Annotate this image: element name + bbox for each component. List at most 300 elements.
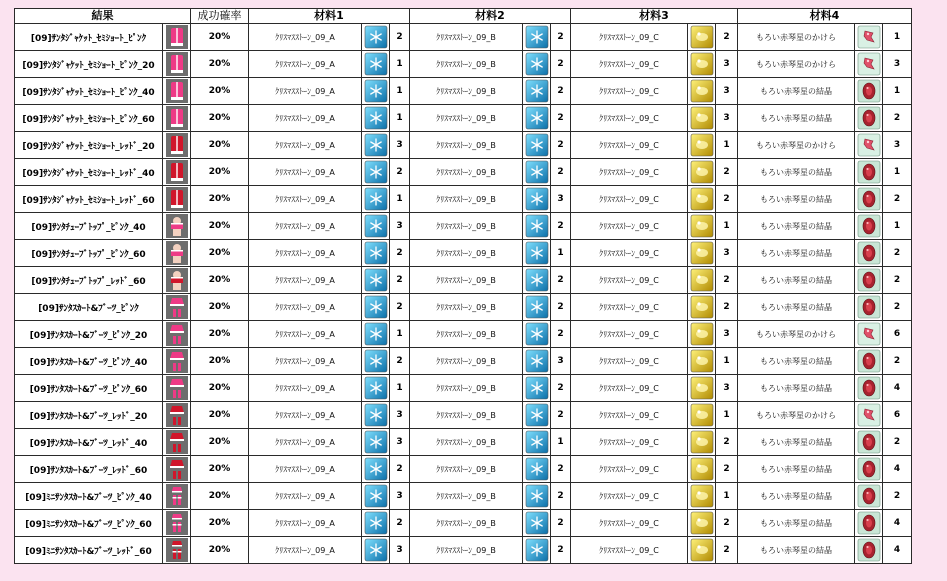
christmas-stone-a-icon xyxy=(364,79,388,103)
material-2-name: ｸﾘｽﾏｽｽﾄｰﾝ_09_B xyxy=(410,132,523,159)
material-1-qty: 1 xyxy=(390,375,410,402)
success-rate: 20% xyxy=(191,429,249,456)
material-4-qty: 2 xyxy=(883,267,912,294)
material-3-name: ｸﾘｽﾏｽｽﾄｰﾝ_09_C xyxy=(571,105,688,132)
success-rate: 20% xyxy=(191,456,249,483)
material-3-qty: 2 xyxy=(716,456,738,483)
skirt-red-outfit-icon xyxy=(166,403,188,427)
tube-pink-outfit-icon xyxy=(166,241,188,265)
result-name: [09]ｻﾝﾀｽｶｰﾄ&ﾌﾞｰﾂ_ﾚｯﾄﾞ_40 xyxy=(15,429,163,456)
material-2-qty: 3 xyxy=(551,186,571,213)
material-2-qty: 2 xyxy=(551,213,571,240)
jacket-red-outfit-icon xyxy=(166,160,188,184)
material-2-name: ｸﾘｽﾏｽｽﾄｰﾝ_09_B xyxy=(410,483,523,510)
table-row xyxy=(15,78,912,105)
skirt-pink-outfit-icon xyxy=(166,295,188,319)
material-4-qty: 1 xyxy=(883,24,912,51)
christmas-stone-c-icon xyxy=(690,241,714,265)
result-name: [09]ｻﾝﾀﾁｭｰﾌﾞﾄｯﾌﾟ_ﾋﾟﾝｸ_40 xyxy=(15,213,163,240)
success-rate: 20% xyxy=(191,294,249,321)
material-2-qty: 2 xyxy=(551,51,571,78)
material-3-name: ｸﾘｽﾏｽｽﾄｰﾝ_09_C xyxy=(571,348,688,375)
recipe-table-container xyxy=(14,8,911,564)
christmas-stone-b-icon xyxy=(525,133,549,157)
material-3-name: ｸﾘｽﾏｽｽﾄｰﾝ_09_C xyxy=(571,537,688,564)
material-4-qty: 1 xyxy=(883,159,912,186)
material-3-name: ｸﾘｽﾏｽｽﾄｰﾝ_09_C xyxy=(571,375,688,402)
material-3-name: ｸﾘｽﾏｽｽﾄｰﾝ_09_C xyxy=(571,213,688,240)
result-name: [09]ｻﾝﾀｽｶｰﾄ&ﾌﾞｰﾂ_ﾋﾟﾝｸ_20 xyxy=(15,321,163,348)
material-3-qty: 2 xyxy=(716,429,738,456)
christmas-stone-b-icon xyxy=(525,52,549,76)
material-1-name: ｸﾘｽﾏｽｽﾄｰﾝ_09_A xyxy=(249,456,362,483)
material-3-name: ｸﾘｽﾏｽｽﾄｰﾝ_09_C xyxy=(571,240,688,267)
christmas-stone-b-icon xyxy=(525,538,549,562)
material-1-qty: 2 xyxy=(390,159,410,186)
header-material-3: 材料3 xyxy=(571,9,738,24)
result-name: [09]ｻﾝﾀｼﾞｬｹｯﾄ_ｾﾐｼｮｰﾄ_ﾋﾟﾝｸ_60 xyxy=(15,105,163,132)
success-rate: 20% xyxy=(191,51,249,78)
material-4-qty: 6 xyxy=(883,321,912,348)
red-star-fragment-icon xyxy=(857,52,881,76)
material-2-name: ｸﾘｽﾏｽｽﾄｰﾝ_09_B xyxy=(410,510,523,537)
table-row xyxy=(15,132,912,159)
material-2-qty: 2 xyxy=(551,159,571,186)
material-1-qty: 2 xyxy=(390,294,410,321)
jacket-red-outfit-icon xyxy=(166,133,188,157)
table-row xyxy=(15,429,912,456)
material-3-qty: 2 xyxy=(716,24,738,51)
material-3-qty: 3 xyxy=(716,78,738,105)
christmas-stone-c-icon xyxy=(690,511,714,535)
success-rate: 20% xyxy=(191,321,249,348)
result-name: [09]ｻﾝﾀﾁｭｰﾌﾞﾄｯﾌﾟ_ﾚｯﾄﾞ_60 xyxy=(15,267,163,294)
christmas-stone-b-icon xyxy=(525,430,549,454)
material-2-qty: 2 xyxy=(551,132,571,159)
material-4-qty: 2 xyxy=(883,429,912,456)
material-1-qty: 2 xyxy=(390,348,410,375)
material-2-name: ｸﾘｽﾏｽｽﾄｰﾝ_09_B xyxy=(410,456,523,483)
christmas-stone-c-icon xyxy=(690,322,714,346)
christmas-stone-b-icon xyxy=(525,376,549,400)
skirt-red-outfit-icon xyxy=(166,430,188,454)
red-star-crystal-icon xyxy=(857,457,881,481)
christmas-stone-c-icon xyxy=(690,403,714,427)
material-3-qty: 2 xyxy=(716,537,738,564)
christmas-stone-b-icon xyxy=(525,187,549,211)
material-4-name: もろい赤琴星の結晶 xyxy=(738,510,855,537)
jacket-pink-outfit-icon xyxy=(166,106,188,130)
material-2-qty: 2 xyxy=(551,24,571,51)
material-3-name: ｸﾘｽﾏｽｽﾄｰﾝ_09_C xyxy=(571,510,688,537)
red-star-crystal-icon xyxy=(857,79,881,103)
result-name: [09]ｻﾝﾀｼﾞｬｹｯﾄ_ｾﾐｼｮｰﾄ_ﾋﾟﾝｸ_20 xyxy=(15,51,163,78)
material-3-name: ｸﾘｽﾏｽｽﾄｰﾝ_09_C xyxy=(571,402,688,429)
mini-pink-outfit-icon xyxy=(166,511,188,535)
material-2-name: ｸﾘｽﾏｽｽﾄｰﾝ_09_B xyxy=(410,105,523,132)
material-2-qty: 2 xyxy=(551,294,571,321)
christmas-stone-b-icon xyxy=(525,457,549,481)
result-name: [09]ｻﾝﾀｽｶｰﾄ&ﾌﾞｰﾂ_ﾋﾟﾝｸ xyxy=(15,294,163,321)
red-star-crystal-icon xyxy=(857,484,881,508)
material-3-name: ｸﾘｽﾏｽｽﾄｰﾝ_09_C xyxy=(571,429,688,456)
material-3-name: ｸﾘｽﾏｽｽﾄｰﾝ_09_C xyxy=(571,321,688,348)
header-material-1: 材料1 xyxy=(249,9,410,24)
material-4-name: もろい赤琴星の結晶 xyxy=(738,483,855,510)
material-2-qty: 2 xyxy=(551,537,571,564)
material-2-qty: 2 xyxy=(551,375,571,402)
result-name: [09]ｻﾝﾀｽｶｰﾄ&ﾌﾞｰﾂ_ﾚｯﾄﾞ_20 xyxy=(15,402,163,429)
material-3-qty: 2 xyxy=(716,510,738,537)
christmas-stone-c-icon xyxy=(690,457,714,481)
material-4-name: もろい赤琴星の結晶 xyxy=(738,537,855,564)
material-4-name: もろい赤琴星のかけら xyxy=(738,132,855,159)
christmas-stone-c-icon xyxy=(690,268,714,292)
material-4-qty: 2 xyxy=(883,105,912,132)
material-2-name: ｸﾘｽﾏｽｽﾄｰﾝ_09_B xyxy=(410,348,523,375)
table-row xyxy=(15,483,912,510)
christmas-stone-b-icon xyxy=(525,214,549,238)
material-2-qty: 1 xyxy=(551,429,571,456)
material-3-name: ｸﾘｽﾏｽｽﾄｰﾝ_09_C xyxy=(571,267,688,294)
success-rate: 20% xyxy=(191,132,249,159)
material-1-qty: 3 xyxy=(390,402,410,429)
table-row xyxy=(15,105,912,132)
tube-pink-outfit-icon xyxy=(166,214,188,238)
christmas-stone-c-icon xyxy=(690,538,714,562)
material-4-name: もろい赤琴星の結晶 xyxy=(738,240,855,267)
christmas-stone-c-icon xyxy=(690,133,714,157)
material-2-qty: 2 xyxy=(551,321,571,348)
material-4-qty: 2 xyxy=(883,348,912,375)
material-4-qty: 3 xyxy=(883,132,912,159)
material-1-name: ｸﾘｽﾏｽｽﾄｰﾝ_09_A xyxy=(249,132,362,159)
material-3-qty: 3 xyxy=(716,51,738,78)
christmas-stone-c-icon xyxy=(690,25,714,49)
table-row xyxy=(15,537,912,564)
material-1-name: ｸﾘｽﾏｽｽﾄｰﾝ_09_A xyxy=(249,294,362,321)
result-name: [09]ﾐﾆｻﾝﾀｽｶｰﾄ&ﾌﾞｰﾂ_ﾋﾟﾝｸ_60 xyxy=(15,510,163,537)
red-star-fragment-icon xyxy=(857,403,881,427)
jacket-pink-outfit-icon xyxy=(166,52,188,76)
christmas-stone-a-icon xyxy=(364,160,388,184)
header-material-4: 材料4 xyxy=(738,9,912,24)
material-2-qty: 2 xyxy=(551,105,571,132)
material-2-name: ｸﾘｽﾏｽｽﾄｰﾝ_09_B xyxy=(410,24,523,51)
christmas-stone-b-icon xyxy=(525,403,549,427)
material-3-name: ｸﾘｽﾏｽｽﾄｰﾝ_09_C xyxy=(571,483,688,510)
material-4-qty: 4 xyxy=(883,537,912,564)
material-3-name: ｸﾘｽﾏｽｽﾄｰﾝ_09_C xyxy=(571,186,688,213)
material-1-qty: 1 xyxy=(390,51,410,78)
material-4-name: もろい赤琴星の結晶 xyxy=(738,159,855,186)
material-1-name: ｸﾘｽﾏｽｽﾄｰﾝ_09_A xyxy=(249,510,362,537)
material-1-name: ｸﾘｽﾏｽｽﾄｰﾝ_09_A xyxy=(249,375,362,402)
material-4-name: もろい赤琴星の結晶 xyxy=(738,267,855,294)
mini-red-outfit-icon xyxy=(166,538,188,562)
material-1-name: ｸﾘｽﾏｽｽﾄｰﾝ_09_A xyxy=(249,186,362,213)
success-rate: 20% xyxy=(191,267,249,294)
skirt-pink-outfit-icon xyxy=(166,349,188,373)
material-1-qty: 1 xyxy=(390,78,410,105)
success-rate: 20% xyxy=(191,78,249,105)
material-2-name: ｸﾘｽﾏｽｽﾄｰﾝ_09_B xyxy=(410,240,523,267)
header-row xyxy=(15,9,912,24)
result-name: [09]ｻﾝﾀｽｶｰﾄ&ﾌﾞｰﾂ_ﾋﾟﾝｸ_60 xyxy=(15,375,163,402)
result-name: [09]ｻﾝﾀｼﾞｬｹｯﾄ_ｾﾐｼｮｰﾄ_ﾚｯﾄﾞ_40 xyxy=(15,159,163,186)
success-rate: 20% xyxy=(191,24,249,51)
christmas-stone-a-icon xyxy=(364,106,388,130)
christmas-stone-b-icon xyxy=(525,511,549,535)
success-rate: 20% xyxy=(191,348,249,375)
material-4-name: もろい赤琴星のかけら xyxy=(738,51,855,78)
red-star-crystal-icon xyxy=(857,187,881,211)
table-row xyxy=(15,186,912,213)
material-3-qty: 2 xyxy=(716,267,738,294)
table-row xyxy=(15,375,912,402)
jacket-red-outfit-icon xyxy=(166,187,188,211)
material-3-qty: 1 xyxy=(716,483,738,510)
material-4-qty: 2 xyxy=(883,294,912,321)
christmas-stone-c-icon xyxy=(690,349,714,373)
material-4-name: もろい赤琴星の結晶 xyxy=(738,429,855,456)
red-star-fragment-icon xyxy=(857,133,881,157)
material-4-name: もろい赤琴星の結晶 xyxy=(738,186,855,213)
material-1-qty: 3 xyxy=(390,483,410,510)
material-2-name: ｸﾘｽﾏｽｽﾄｰﾝ_09_B xyxy=(410,402,523,429)
christmas-stone-b-icon xyxy=(525,79,549,103)
material-2-name: ｸﾘｽﾏｽｽﾄｰﾝ_09_B xyxy=(410,537,523,564)
material-4-name: もろい赤琴星の結晶 xyxy=(738,105,855,132)
table-row xyxy=(15,321,912,348)
christmas-stone-b-icon xyxy=(525,484,549,508)
material-2-name: ｸﾘｽﾏｽｽﾄｰﾝ_09_B xyxy=(410,429,523,456)
christmas-stone-a-icon xyxy=(364,376,388,400)
christmas-stone-a-icon xyxy=(364,403,388,427)
christmas-stone-c-icon xyxy=(690,295,714,319)
material-3-qty: 3 xyxy=(716,375,738,402)
christmas-stone-c-icon xyxy=(690,79,714,103)
red-star-fragment-icon xyxy=(857,322,881,346)
jacket-pink-outfit-icon xyxy=(166,79,188,103)
material-4-name: もろい赤琴星のかけら xyxy=(738,321,855,348)
material-1-name: ｸﾘｽﾏｽｽﾄｰﾝ_09_A xyxy=(249,537,362,564)
christmas-stone-c-icon xyxy=(690,187,714,211)
result-name: [09]ｻﾝﾀｼﾞｬｹｯﾄ_ｾﾐｼｮｰﾄ_ﾚｯﾄﾞ_20 xyxy=(15,132,163,159)
material-3-qty: 2 xyxy=(716,186,738,213)
material-3-name: ｸﾘｽﾏｽｽﾄｰﾝ_09_C xyxy=(571,24,688,51)
material-4-qty: 4 xyxy=(883,510,912,537)
material-1-name: ｸﾘｽﾏｽｽﾄｰﾝ_09_A xyxy=(249,51,362,78)
success-rate: 20% xyxy=(191,537,249,564)
christmas-stone-a-icon xyxy=(364,133,388,157)
christmas-stone-a-icon xyxy=(364,187,388,211)
material-4-qty: 2 xyxy=(883,186,912,213)
success-rate: 20% xyxy=(191,510,249,537)
christmas-stone-c-icon xyxy=(690,376,714,400)
material-1-name: ｸﾘｽﾏｽｽﾄｰﾝ_09_A xyxy=(249,78,362,105)
christmas-stone-a-icon xyxy=(364,538,388,562)
material-3-qty: 2 xyxy=(716,294,738,321)
material-1-name: ｸﾘｽﾏｽｽﾄｰﾝ_09_A xyxy=(249,24,362,51)
header-rate: 成功確率 xyxy=(191,9,249,24)
material-4-name: もろい赤琴星の結晶 xyxy=(738,375,855,402)
material-2-name: ｸﾘｽﾏｽｽﾄｰﾝ_09_B xyxy=(410,294,523,321)
christmas-stone-a-icon xyxy=(364,295,388,319)
table-row xyxy=(15,294,912,321)
material-2-name: ｸﾘｽﾏｽｽﾄｰﾝ_09_B xyxy=(410,375,523,402)
material-1-name: ｸﾘｽﾏｽｽﾄｰﾝ_09_A xyxy=(249,483,362,510)
header-material-2: 材料2 xyxy=(410,9,571,24)
christmas-stone-a-icon xyxy=(364,457,388,481)
red-star-crystal-icon xyxy=(857,376,881,400)
red-star-crystal-icon xyxy=(857,160,881,184)
material-1-name: ｸﾘｽﾏｽｽﾄｰﾝ_09_A xyxy=(249,321,362,348)
material-4-qty: 2 xyxy=(883,240,912,267)
material-3-name: ｸﾘｽﾏｽｽﾄｰﾝ_09_C xyxy=(571,294,688,321)
material-2-name: ｸﾘｽﾏｽｽﾄｰﾝ_09_B xyxy=(410,159,523,186)
christmas-stone-a-icon xyxy=(364,484,388,508)
material-2-qty: 2 xyxy=(551,402,571,429)
material-1-name: ｸﾘｽﾏｽｽﾄｰﾝ_09_A xyxy=(249,213,362,240)
material-1-name: ｸﾘｽﾏｽｽﾄｰﾝ_09_A xyxy=(249,402,362,429)
christmas-stone-a-icon xyxy=(364,349,388,373)
header-result: 結果 xyxy=(15,9,191,24)
material-4-qty: 1 xyxy=(883,78,912,105)
material-4-name: もろい赤琴星の結晶 xyxy=(738,456,855,483)
christmas-stone-c-icon xyxy=(690,430,714,454)
material-3-qty: 1 xyxy=(716,348,738,375)
material-2-name: ｸﾘｽﾏｽｽﾄｰﾝ_09_B xyxy=(410,213,523,240)
recipe-table xyxy=(14,8,912,564)
red-star-crystal-icon xyxy=(857,538,881,562)
material-1-qty: 2 xyxy=(390,267,410,294)
material-1-name: ｸﾘｽﾏｽｽﾄｰﾝ_09_A xyxy=(249,240,362,267)
material-4-qty: 2 xyxy=(883,483,912,510)
material-3-qty: 3 xyxy=(716,105,738,132)
christmas-stone-b-icon xyxy=(525,268,549,292)
recipe-rows xyxy=(15,24,912,564)
material-3-name: ｸﾘｽﾏｽｽﾄｰﾝ_09_C xyxy=(571,51,688,78)
christmas-stone-a-icon xyxy=(364,25,388,49)
christmas-stone-c-icon xyxy=(690,214,714,238)
material-2-name: ｸﾘｽﾏｽｽﾄｰﾝ_09_B xyxy=(410,267,523,294)
material-4-name: もろい赤琴星のかけら xyxy=(738,402,855,429)
success-rate: 20% xyxy=(191,105,249,132)
red-star-crystal-icon xyxy=(857,241,881,265)
material-2-name: ｸﾘｽﾏｽｽﾄｰﾝ_09_B xyxy=(410,78,523,105)
material-1-qty: 2 xyxy=(390,240,410,267)
table-row xyxy=(15,213,912,240)
material-2-qty: 2 xyxy=(551,78,571,105)
material-2-qty: 1 xyxy=(551,240,571,267)
material-1-qty: 1 xyxy=(390,186,410,213)
material-3-qty: 1 xyxy=(716,213,738,240)
material-2-name: ｸﾘｽﾏｽｽﾄｰﾝ_09_B xyxy=(410,51,523,78)
table-row xyxy=(15,240,912,267)
result-name: [09]ｻﾝﾀｽｶｰﾄ&ﾌﾞｰﾂ_ﾋﾟﾝｸ_40 xyxy=(15,348,163,375)
result-name: [09]ﾐﾆｻﾝﾀｽｶｰﾄ&ﾌﾞｰﾂ_ﾚｯﾄﾞ_60 xyxy=(15,537,163,564)
result-name: [09]ｻﾝﾀｼﾞｬｹｯﾄ_ｾﾐｼｮｰﾄ_ﾋﾟﾝｸ xyxy=(15,24,163,51)
material-1-qty: 3 xyxy=(390,213,410,240)
skirt-pink-outfit-icon xyxy=(166,376,188,400)
material-3-name: ｸﾘｽﾏｽｽﾄｰﾝ_09_C xyxy=(571,456,688,483)
material-2-qty: 2 xyxy=(551,456,571,483)
material-2-name: ｸﾘｽﾏｽｽﾄｰﾝ_09_B xyxy=(410,186,523,213)
material-2-qty: 3 xyxy=(551,348,571,375)
red-star-crystal-icon xyxy=(857,268,881,292)
red-star-crystal-icon xyxy=(857,214,881,238)
material-1-name: ｸﾘｽﾏｽｽﾄｰﾝ_09_A xyxy=(249,159,362,186)
christmas-stone-b-icon xyxy=(525,106,549,130)
table-row xyxy=(15,510,912,537)
mini-pink-outfit-icon xyxy=(166,484,188,508)
material-1-qty: 3 xyxy=(390,429,410,456)
material-3-qty: 2 xyxy=(716,159,738,186)
material-1-qty: 2 xyxy=(390,510,410,537)
material-3-qty: 3 xyxy=(716,321,738,348)
material-4-qty: 4 xyxy=(883,375,912,402)
material-2-qty: 2 xyxy=(551,510,571,537)
christmas-stone-a-icon xyxy=(364,511,388,535)
christmas-stone-a-icon xyxy=(364,268,388,292)
red-star-crystal-icon xyxy=(857,106,881,130)
christmas-stone-b-icon xyxy=(525,349,549,373)
material-1-name: ｸﾘｽﾏｽｽﾄｰﾝ_09_A xyxy=(249,267,362,294)
christmas-stone-c-icon xyxy=(690,160,714,184)
material-2-qty: 2 xyxy=(551,483,571,510)
christmas-stone-b-icon xyxy=(525,295,549,319)
christmas-stone-a-icon xyxy=(364,241,388,265)
christmas-stone-c-icon xyxy=(690,106,714,130)
red-star-crystal-icon xyxy=(857,430,881,454)
christmas-stone-b-icon xyxy=(525,160,549,184)
christmas-stone-b-icon xyxy=(525,25,549,49)
christmas-stone-c-icon xyxy=(690,52,714,76)
material-4-qty: 6 xyxy=(883,402,912,429)
material-1-qty: 2 xyxy=(390,456,410,483)
christmas-stone-b-icon xyxy=(525,322,549,346)
red-star-crystal-icon xyxy=(857,295,881,319)
result-name: [09]ｻﾝﾀｼﾞｬｹｯﾄ_ｾﾐｼｮｰﾄ_ﾚｯﾄﾞ_60 xyxy=(15,186,163,213)
skirt-pink-outfit-icon xyxy=(166,322,188,346)
success-rate: 20% xyxy=(191,240,249,267)
material-4-qty: 1 xyxy=(883,213,912,240)
christmas-stone-c-icon xyxy=(690,484,714,508)
material-3-qty: 1 xyxy=(716,402,738,429)
table-row xyxy=(15,24,912,51)
material-1-name: ｸﾘｽﾏｽｽﾄｰﾝ_09_A xyxy=(249,429,362,456)
material-3-name: ｸﾘｽﾏｽｽﾄｰﾝ_09_C xyxy=(571,78,688,105)
material-4-qty: 4 xyxy=(883,456,912,483)
material-1-qty: 1 xyxy=(390,321,410,348)
red-star-fragment-icon xyxy=(857,25,881,49)
table-row xyxy=(15,456,912,483)
material-1-name: ｸﾘｽﾏｽｽﾄｰﾝ_09_A xyxy=(249,348,362,375)
christmas-stone-a-icon xyxy=(364,214,388,238)
result-name: [09]ｻﾝﾀｼﾞｬｹｯﾄ_ｾﾐｼｮｰﾄ_ﾋﾟﾝｸ_40 xyxy=(15,78,163,105)
christmas-stone-a-icon xyxy=(364,322,388,346)
table-row xyxy=(15,159,912,186)
tube-red-outfit-icon xyxy=(166,268,188,292)
christmas-stone-b-icon xyxy=(525,241,549,265)
jacket-pink-outfit-icon xyxy=(166,25,188,49)
material-1-qty: 3 xyxy=(390,537,410,564)
success-rate: 20% xyxy=(191,186,249,213)
skirt-red-outfit-icon xyxy=(166,457,188,481)
success-rate: 20% xyxy=(191,402,249,429)
material-1-qty: 3 xyxy=(390,132,410,159)
